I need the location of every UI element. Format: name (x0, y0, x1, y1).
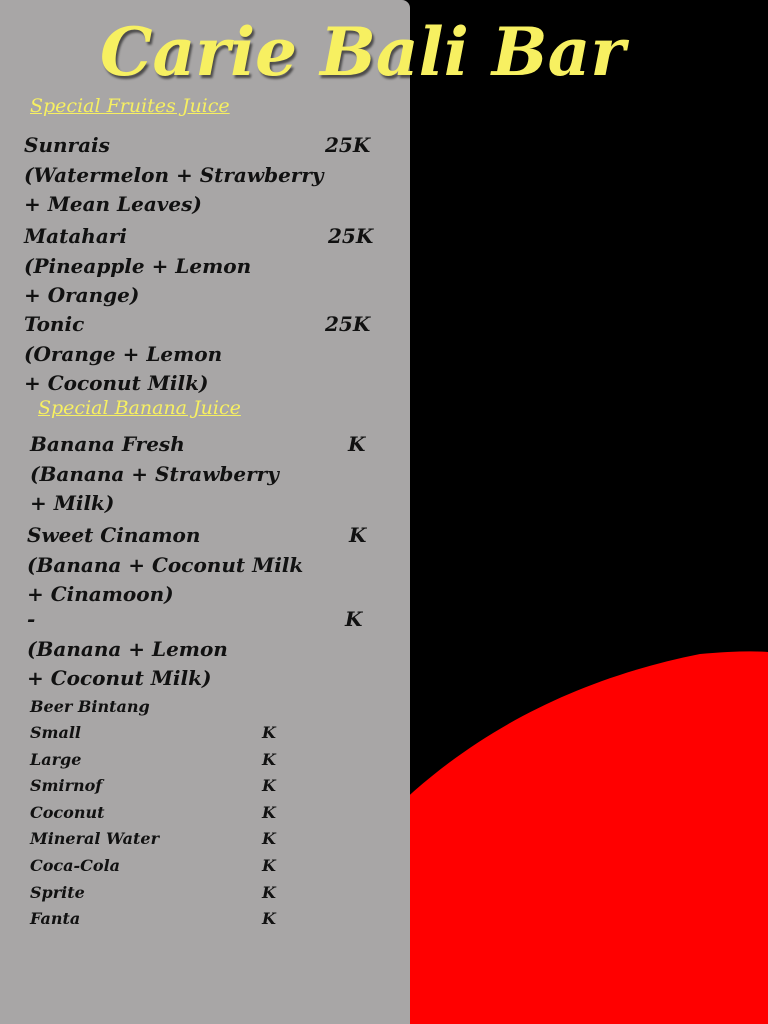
drink-item-smirnof (30, 773, 290, 800)
section-heading-banana-juice: Special Banana Juice (38, 397, 241, 419)
drink-name: Small (30, 723, 82, 742)
item-name: Sweet Cinamon (27, 523, 201, 547)
drink-name: Mineral Water (30, 829, 159, 849)
drink-price: K (262, 802, 276, 822)
drink-item-coca-cola (30, 853, 290, 880)
drink-price: K (262, 723, 276, 742)
drink-item-sprite (30, 880, 290, 907)
item-description: (Watermelon + Strawberry + Mean Leaves) (24, 162, 324, 216)
item-description: (Banana + Strawberry + Milk) (30, 461, 279, 515)
drink-name: Large (30, 749, 82, 769)
item-price: 25K (328, 224, 374, 248)
menu-item-matahari (24, 222, 384, 311)
menu-item-sweet-cinamon (27, 521, 387, 610)
drink-price: K (262, 855, 276, 875)
menu-title: Carie Bali Bar (100, 13, 626, 91)
menu-item-banana-lemon (27, 605, 387, 694)
item-price: 25K (325, 312, 371, 336)
drink-price: K (262, 776, 276, 796)
item-description: (Banana + Coconut Milk + Cinamoon) (27, 552, 304, 606)
drink-item-coconut (30, 800, 290, 827)
item-description: (Orange + Lemon + Coconut Milk) (24, 341, 223, 395)
drink-price: K (262, 829, 276, 849)
item-description: (Banana + Lemon + Coconut Milk) (27, 636, 228, 690)
item-price: K (349, 523, 367, 547)
item-name: Matahari (24, 224, 127, 248)
drink-price: K (262, 882, 276, 902)
drink-price: K (262, 909, 276, 929)
drink-name: Coconut (30, 802, 105, 822)
drink-price: K (262, 749, 276, 769)
item-price: K (348, 432, 366, 456)
drink-name: Sprite (30, 882, 85, 902)
menu-item-sunrais (24, 131, 384, 220)
item-name: Banana Fresh (30, 432, 185, 456)
item-price: 25K (325, 133, 371, 157)
section-heading-fruit-juice: Special Fruites Juice (30, 95, 230, 117)
drink-item-small (30, 720, 290, 747)
drink-item-large (30, 747, 290, 774)
drink-name: Smirnof (30, 776, 103, 796)
drink-item-fanta (30, 906, 290, 933)
menu-item-tonic (24, 310, 384, 399)
drinks-heading: Beer Bintang (30, 697, 150, 716)
drink-name: Coca-Cola (30, 855, 121, 875)
drink-item-mineral-water (30, 826, 290, 853)
item-price: K (345, 607, 363, 631)
drink-name: Fanta (30, 909, 81, 929)
item-name: Tonic (24, 312, 85, 336)
drinks-list (30, 720, 290, 933)
item-description: (Pineapple + Lemon + Orange) (24, 253, 252, 307)
item-name: Sunrais (24, 133, 110, 157)
item-name: - (27, 607, 36, 631)
menu-item-banana-fresh (30, 430, 390, 519)
